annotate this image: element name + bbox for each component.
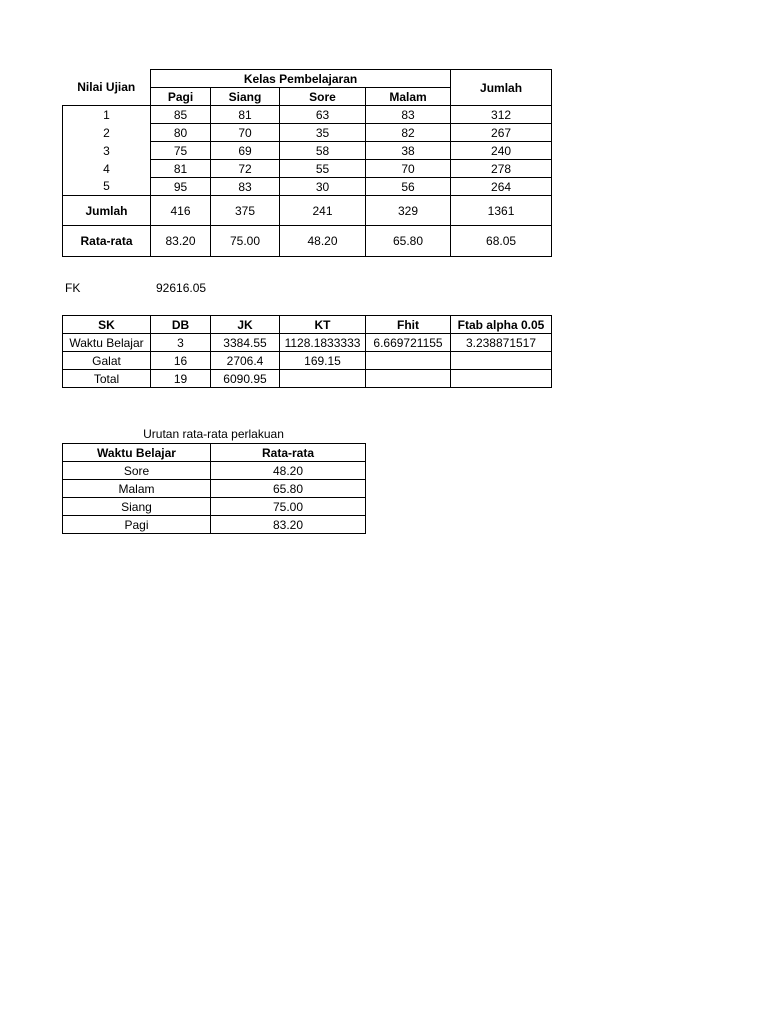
cell-value: 6.669721155 [366, 334, 451, 352]
treatment-cell: Sore [63, 462, 211, 480]
row-total: 264 [451, 178, 552, 196]
col-header-kt: KT [280, 316, 366, 334]
cell-value: 2706.4 [211, 352, 280, 370]
anova-table [62, 315, 552, 388]
mean-value: 65.80 [366, 226, 451, 257]
cell-value: 3.238871517 [451, 334, 552, 352]
mean-value: 75.00 [211, 226, 280, 257]
table-row [63, 516, 366, 534]
cell-value: 30 [280, 178, 366, 196]
header-kelas-pembelajaran: Kelas Pembelajaran [151, 70, 451, 88]
row-total: 240 [451, 142, 552, 160]
cell-value: 19 [151, 370, 211, 388]
cell-value: 58 [280, 142, 366, 160]
table-row [63, 370, 552, 388]
cell-value: 38 [366, 142, 451, 160]
col-header-malam: Malam [366, 88, 451, 106]
cell-value [366, 370, 451, 388]
treatment-cell: Siang [63, 498, 211, 516]
col-header-ftab: Ftab alpha 0.05 [451, 316, 552, 334]
row-number: 3 [63, 142, 151, 160]
col-header-pagi: Pagi [151, 88, 211, 106]
header-nilai-ujian: Nilai Ujian [77, 80, 136, 95]
sum-value: 241 [280, 196, 366, 226]
sum-value: 375 [211, 196, 280, 226]
header-jumlah: Jumlah [451, 70, 552, 106]
col-header-rata-rata: Rata-rata [211, 444, 366, 462]
row-number: 2 [63, 124, 151, 142]
cell-value: 1128.1833333 [280, 334, 366, 352]
mean-label: Rata-rata [63, 226, 151, 257]
cell-value: 35 [280, 124, 366, 142]
table-row [63, 352, 552, 370]
row-total: 312 [451, 106, 552, 124]
row-number: 1 [63, 106, 151, 124]
source-cell: Waktu Belajar [63, 334, 151, 352]
cell-value: 16 [151, 352, 211, 370]
mean-ranking-table [62, 443, 366, 534]
cell-value: 81 [151, 160, 211, 178]
cell-value [451, 370, 552, 388]
cell-value: 56 [366, 178, 451, 196]
col-header-fhit: Fhit [366, 316, 451, 334]
row-total: 278 [451, 160, 552, 178]
grand-total: 1361 [451, 196, 552, 226]
cell-value [280, 370, 366, 388]
sum-value: 416 [151, 196, 211, 226]
exam-score-table [62, 69, 552, 257]
cell-value: 6090.95 [211, 370, 280, 388]
mean-row [63, 226, 552, 257]
mean-value: 48.20 [280, 226, 366, 257]
cell-value: 3 [151, 334, 211, 352]
cell-value: 80 [151, 124, 211, 142]
col-header-siang: Siang [211, 88, 280, 106]
treatment-cell: Pagi [63, 516, 211, 534]
cell-value [366, 352, 451, 370]
mean-cell: 65.80 [211, 480, 366, 498]
cell-value: 70 [211, 124, 280, 142]
table-row [63, 142, 552, 160]
mean-cell: 48.20 [211, 462, 366, 480]
cell-value: 3384.55 [211, 334, 280, 352]
sum-value: 329 [366, 196, 451, 226]
overall-mean: 68.05 [451, 226, 552, 257]
table-row [63, 462, 366, 480]
mean-cell: 75.00 [211, 498, 366, 516]
mean-value: 83.20 [151, 226, 211, 257]
mean-cell: 83.20 [211, 516, 366, 534]
col-header-jk: JK [211, 316, 280, 334]
table-row [63, 178, 552, 196]
cell-value: 82 [366, 124, 451, 142]
table-row [63, 124, 552, 142]
col-header-sk: SK [63, 316, 151, 334]
cell-value: 69 [211, 142, 280, 160]
cell-value: 55 [280, 160, 366, 178]
cell-value: 169.15 [280, 352, 366, 370]
row-total: 267 [451, 124, 552, 142]
row-number: 5 [63, 178, 151, 196]
table-row [63, 106, 552, 124]
source-cell: Total [63, 370, 151, 388]
cell-value: 83 [366, 106, 451, 124]
cell-value: 85 [151, 106, 211, 124]
col-header-db: DB [151, 316, 211, 334]
cell-value: 83 [211, 178, 280, 196]
cell-value: 72 [211, 160, 280, 178]
cell-value: 81 [211, 106, 280, 124]
source-cell: Galat [63, 352, 151, 370]
cell-value: 63 [280, 106, 366, 124]
table-row [63, 498, 366, 516]
table-row [63, 334, 552, 352]
cell-value [451, 352, 552, 370]
fk-value: 92616.05 [156, 281, 207, 295]
fk-label: FK [65, 281, 81, 295]
table-row [63, 480, 366, 498]
col-header-sore: Sore [280, 88, 366, 106]
cell-value: 75 [151, 142, 211, 160]
row-number: 4 [63, 160, 151, 178]
sum-row [63, 196, 552, 226]
table-row [63, 160, 552, 178]
cell-value: 70 [366, 160, 451, 178]
col-header-waktu-belajar: Waktu Belajar [63, 444, 211, 462]
cell-value: 95 [151, 178, 211, 196]
ranking-caption: Urutan rata-rata perlakuan [143, 427, 284, 441]
sum-label: Jumlah [63, 196, 151, 226]
treatment-cell: Malam [63, 480, 211, 498]
